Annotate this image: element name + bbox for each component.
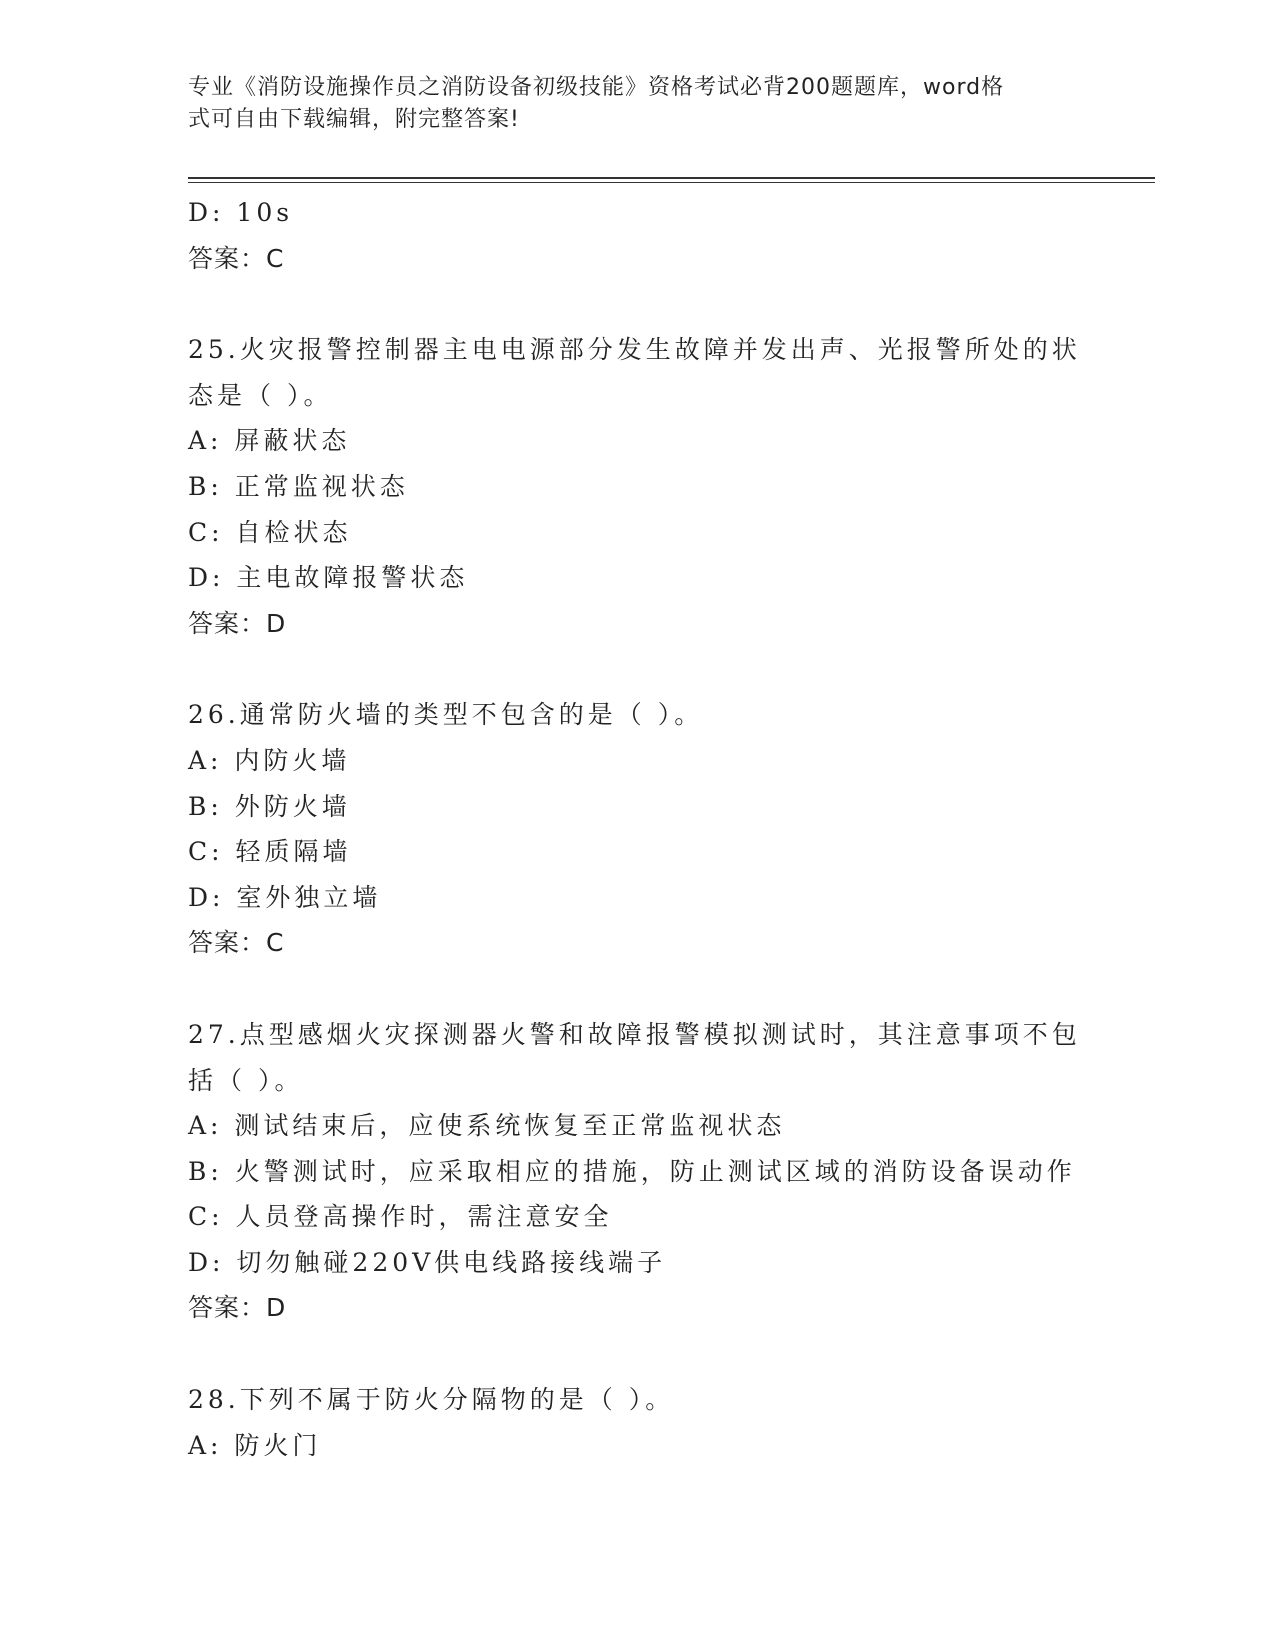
option-a: A: 防火门 [188,1430,322,1460]
question-27 [188,1012,1088,1331]
question-stem: 27.点型感烟火灾探测器火警和故障报警模拟测试时，其注意事项不包 [188,1019,1081,1049]
question-stem: 26.通常防火墙的类型不包含的是（ ）。 [188,700,704,730]
question-26 [188,692,1088,966]
option-c: C: 自检状态 [188,517,352,547]
answer: 答案：D [188,608,287,638]
document-header [188,72,1068,136]
header-title-line-2: 式可自由下载编辑，附完整答案! [188,107,520,132]
answer: 答案：C [188,928,285,958]
option-b: B: 火警测试时，应采取相应的措施，防止测试区域的消防设备误动作 [188,1156,1076,1186]
option-d: D: 主电故障报警状态 [188,563,469,593]
header-title-line-1: 专业《消防设施操作员之消防设备初级技能》资格考试必背200题题库，word格 [188,75,1005,100]
option-c: C: 人员登高操作时，需注意安全 [188,1202,613,1232]
option-b: B: 正常监视状态 [188,471,409,501]
option-a: A: 测试结束后，应使系统恢复至正常监视状态 [188,1111,786,1141]
answer: 答案：D [188,1293,287,1323]
question-stem: 25.火灾报警控制器主电电源部分发生故障并发出声、光报警所处的状 [188,335,1081,365]
option-d: D: 室外独立墙 [188,882,382,912]
option-d: D: 10s [188,198,294,227]
question-24-tail [188,190,1088,281]
option-c: C: 轻质隔墙 [188,837,352,867]
header-divider-thin [188,182,1155,183]
question-28 [188,1377,1088,1468]
option-a: A: 内防火墙 [188,745,351,775]
option-a: A: 屏蔽状态 [188,426,351,456]
answer: 答案：C [188,243,285,273]
option-d: D: 切勿触碰220V供电线路接线端子 [188,1247,667,1277]
question-stem: 28.下列不属于防火分隔物的是（ ）。 [188,1385,675,1415]
question-list [188,190,1088,1468]
question-stem-continued: 态是（ ）。 [188,380,333,410]
question-stem-continued: 括（ ）。 [188,1065,304,1095]
question-25 [188,327,1088,646]
header-divider-thick [188,177,1155,179]
option-b: B: 外防火墙 [188,791,351,821]
